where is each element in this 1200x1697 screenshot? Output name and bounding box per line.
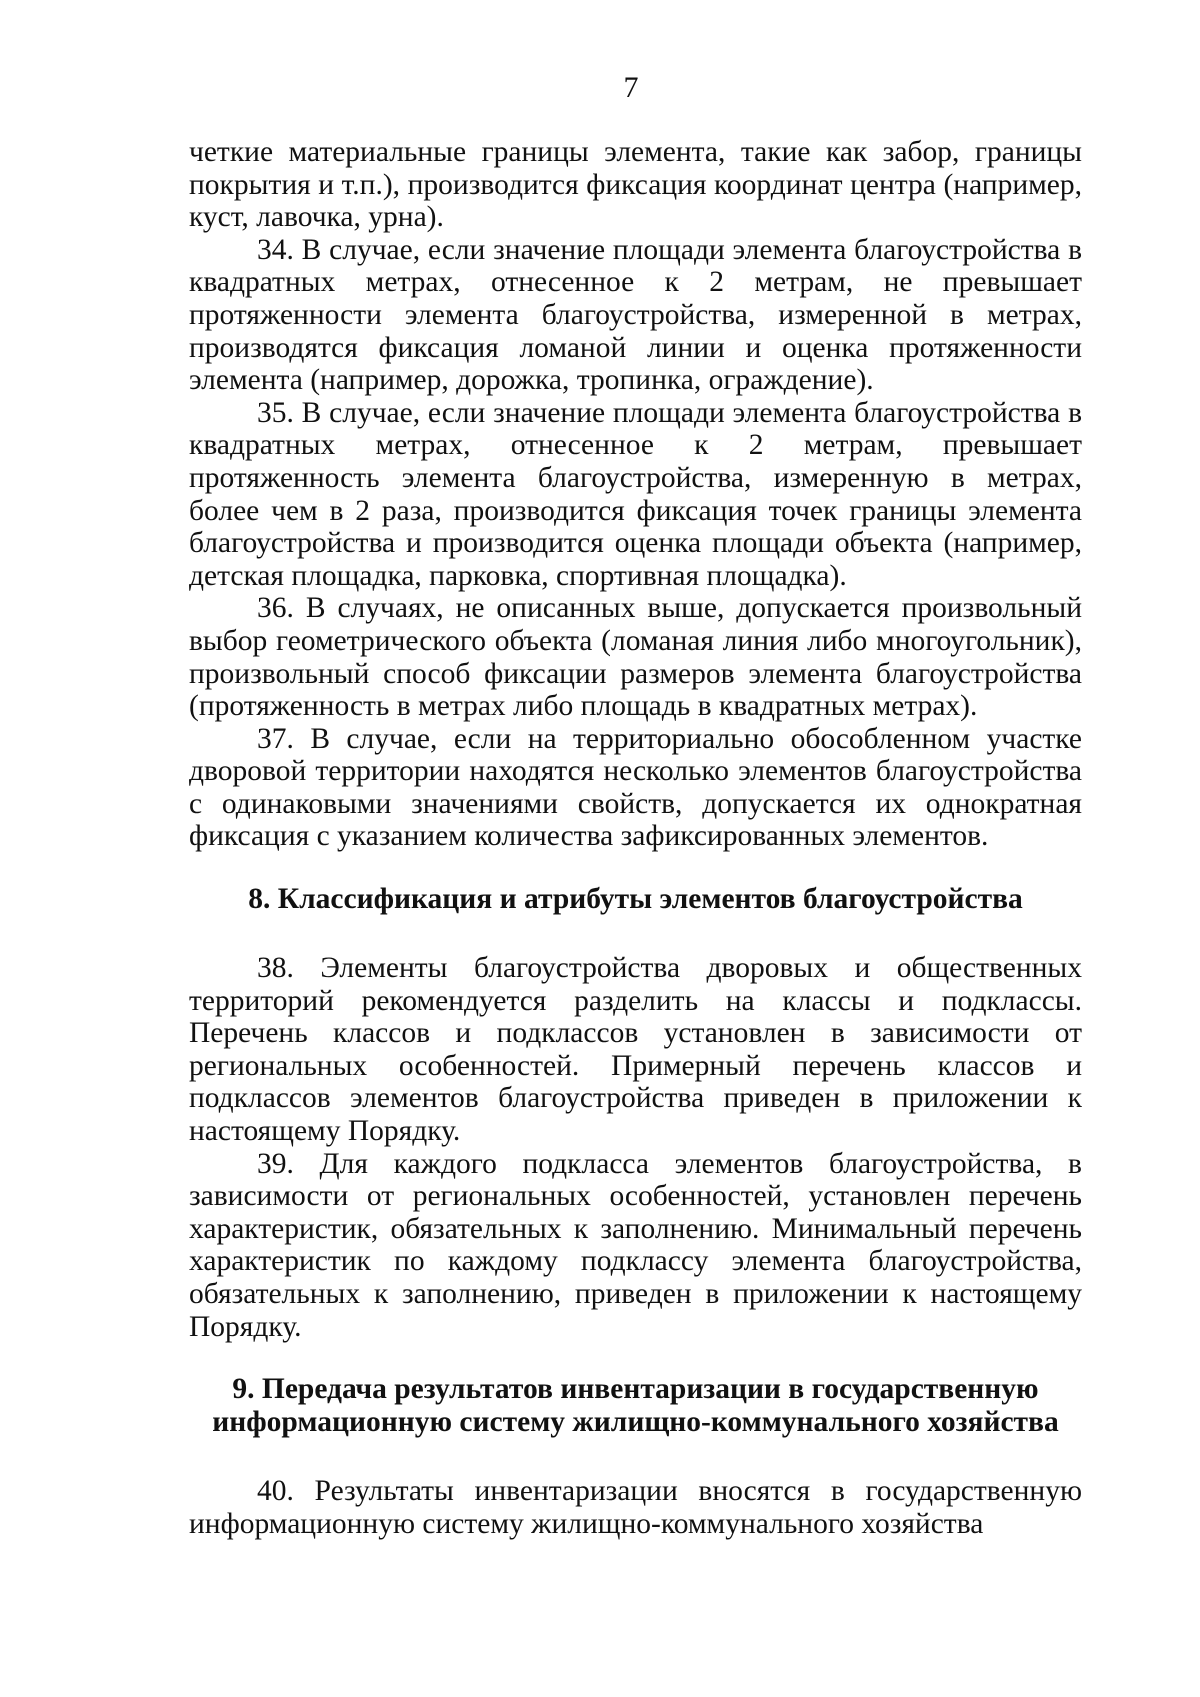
- paragraph-35: 35. В случае, если значение площади элемента благоустройства в квадратных метрах, отнесенное к 2 метрам, превышает протяженность элемента благоустройства, измеренную в метрах, более чем в 2 раза, производится фиксация точек границы элемента благоустройства и производится оценка площади объекта (например, детская площадка, парковка, спортивная площадка).: [189, 396, 1082, 592]
- paragraph-continuation: четкие материальные границы элемента, такие как забор, границы покрытия и т.п.), производится фиксация координат центра (например, куст, лавочка, урна).: [189, 136, 1082, 234]
- section-9-heading-line-2: информационную систему жилищно-коммунального хозяйства: [212, 1406, 1059, 1439]
- paragraph-34: 34. В случае, если значение площади элемента благоустройства в квадратных метрах, отнесенное к 2 метрам, не превышает протяженности элемента благоустройства, измеренной в метрах, производятся фиксация ломаной линии и оценка протяженности элемента (например, дорожка, тропинка, ограждение).: [189, 233, 1082, 397]
- paragraph-36: 36. В случаях, не описанных выше, допускается произвольный выбор геометрического объекта (ломаная линия либо многоугольник), произвольный способ фиксации размеров элемента благоустройства (протяженность в метрах либо площадь в квадратных метрах).: [189, 592, 1082, 723]
- section-9-heading: [189, 1373, 1082, 1439]
- section-8-heading: 8. Классификация и атрибуты элементов благоустройства: [248, 883, 1023, 916]
- section-9-heading-line-1: 9. Передача результатов инвентаризации в государственную: [232, 1373, 1039, 1406]
- paragraph-37: 37. В случае, если на территориально обособленном участке дворовой территории находятся несколько элементов благоустройства с одинаковыми значениями свойств, допускается их однократная фиксация с указанием количества зафиксированных элементов.: [189, 722, 1082, 853]
- paragraph-39: 39. Для каждого подкласса элементов благоустройства, в зависимости от региональных особенностей, установлен перечень характеристик, обязательных к заполнению. Минимальный перечень характеристик по каждому подклассу элемента благоустройства, обязательных к заполнению, приведен в приложении к настоящему Порядку.: [189, 1147, 1082, 1343]
- page-number: 7: [623, 71, 639, 104]
- paragraph-40: 40. Результаты инвентаризации вносятся в государственную информационную систему жилищно-коммунального хозяйства: [189, 1475, 1082, 1540]
- paragraph-38: 38. Элементы благоустройства дворовых и общественных территорий рекомендуется разделить на классы и подклассы. Перечень классов и подклассов установлен в зависимости от региональных особенностей. Примерный перечень классов и подклассов элементов благоустройства приведен в приложении к настоящему Порядку.: [189, 952, 1082, 1148]
- document-body: [189, 136, 1082, 1540]
